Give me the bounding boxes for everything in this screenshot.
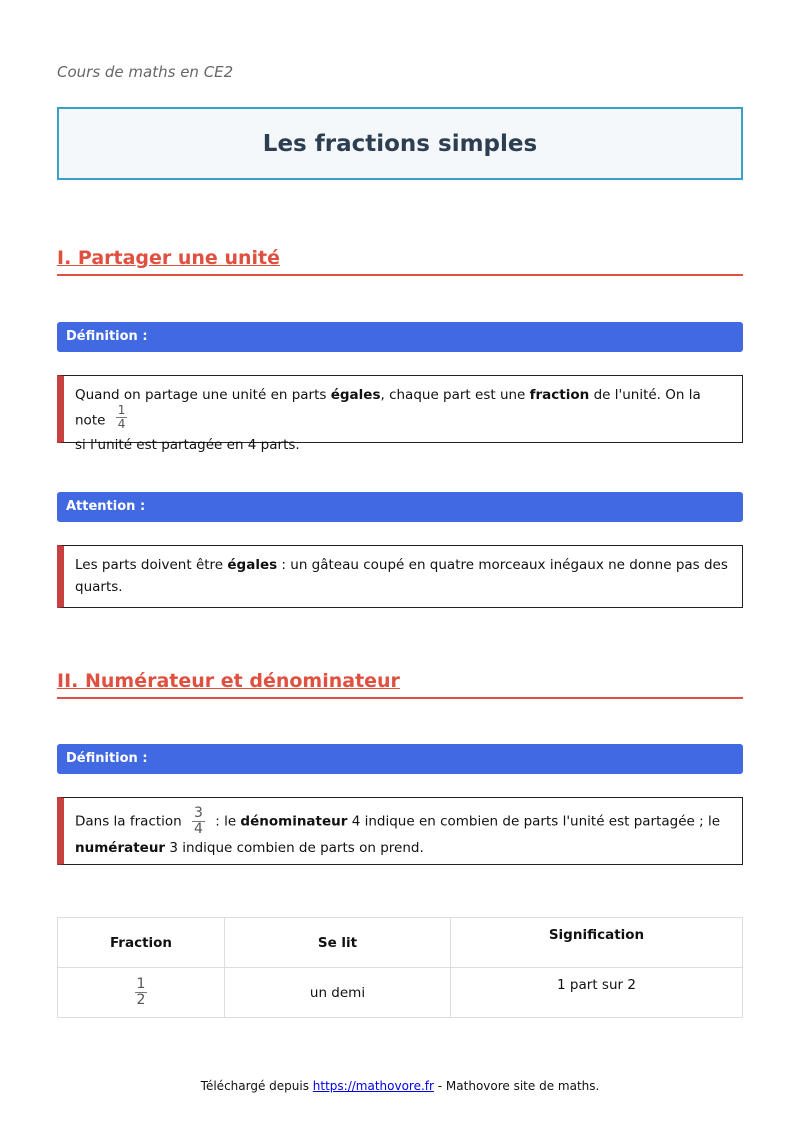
document-subtitle: Cours de maths en CE2 [57, 63, 234, 81]
table-row [58, 968, 743, 1018]
definition-text: , chaque part est une [380, 387, 530, 403]
fraction-denominator: 4 [117, 417, 126, 431]
definition-text: si l'unité est partagée en 4 parts. [75, 437, 300, 453]
footer-link[interactable]: https://mathovore.fr [312, 1079, 434, 1093]
attention-text: Les parts doivent être [75, 557, 228, 573]
bold-term: numérateur [75, 840, 166, 856]
table-header-row [58, 918, 743, 968]
definition-band-1: Définition : [57, 322, 743, 352]
definition-text: : le [210, 813, 241, 830]
section-title-2: II. Numérateur et dénominateur [57, 669, 743, 699]
definition-text: 3 indique combien de parts on prend. [165, 840, 424, 856]
fraction-three-quarters [192, 806, 205, 837]
column-header-meaning: Signification [451, 918, 743, 968]
page-title: Les fractions simples [262, 130, 538, 157]
bold-term: fraction [529, 387, 590, 403]
fraction-numerator: 1 [117, 403, 126, 417]
definition-band-2: Définition : [57, 744, 743, 774]
footer-prefix: Téléchargé depuis [200, 1079, 313, 1093]
attention-box [57, 545, 743, 608]
attention-text: : un gâteau coupé en quatre morceaux inégaux ne donne pas des quarts. [75, 557, 728, 595]
definition-text: Dans la fraction [75, 813, 187, 830]
fraction-one-quarter [116, 404, 128, 431]
definition-text: 4 indique en combien de parts l'unité est partagée ; le [347, 813, 721, 830]
footer-suffix: - Mathovore site de maths. [433, 1079, 600, 1093]
fraction-denominator: 4 [194, 821, 203, 837]
column-header-reading: Se lit [225, 918, 451, 968]
definition-box-1 [57, 375, 743, 453]
fraction-numerator: 3 [194, 805, 203, 821]
fractions-table [57, 917, 743, 1018]
bold-term: dénominateur [240, 813, 348, 830]
fraction-denominator: 2 [136, 992, 146, 1008]
fraction-numerator: 1 [136, 976, 146, 992]
definition-text: de l'unité. On la note [75, 387, 701, 429]
title-box [57, 107, 743, 180]
bold-term: égales [227, 557, 278, 573]
table-cell-meaning: 1 part sur 2 [451, 968, 743, 1018]
column-header-fraction: Fraction [58, 918, 225, 968]
definition-text: Quand on partage une unité en parts [75, 387, 331, 403]
bold-term: égales [330, 387, 381, 403]
definition-box-2 [57, 797, 743, 865]
table-cell-fraction [58, 968, 225, 1018]
table-cell-reading: un demi [225, 968, 451, 1018]
fraction-one-half [135, 977, 148, 1008]
section-title-1: I. Partager une unité [57, 246, 743, 276]
footer [0, 1079, 800, 1093]
attention-band: Attention : [57, 492, 743, 522]
